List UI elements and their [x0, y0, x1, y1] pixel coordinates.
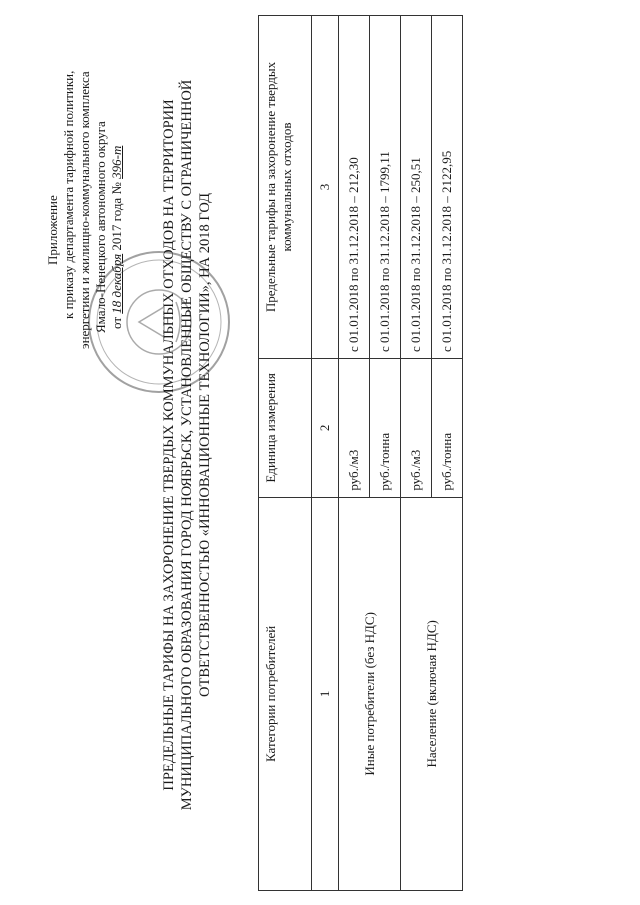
column-number-1: 1 [312, 497, 339, 890]
annex-date-line [109, 45, 125, 385]
annex-line-1: к приказу департамента тарифной политики, [61, 70, 76, 319]
table-row [401, 16, 432, 891]
unit-cell: руб./тонна [370, 359, 401, 498]
header-category: Категории потребителей [259, 497, 312, 890]
unit-cell: руб./м3 [401, 359, 432, 498]
tariff-value-cell: с 01.01.2018 по 31.12.2018 – 250,51 [401, 16, 432, 359]
category-cell: Иные потребители (без НДС) [339, 497, 401, 890]
annex-number-handwritten: 396-т [109, 145, 124, 179]
title-line-2: МУНИЦИПАЛЬНОГО ОБРАЗОВАНИЯ ГОРОД НОЯБРЬСК, УСТАНОВЛЕННЫЕ ОБЩЕСТВУ С ОГРАНИЧЕННОЙ [179, 79, 195, 811]
table-header-row [259, 16, 312, 891]
annex-line-2: энергетики и жилищно-коммунального комплекса [77, 71, 92, 349]
annex-date-prefix: от [109, 316, 124, 329]
annex-date-handwritten: 18 декабря [109, 253, 124, 314]
category-cell: Население (включая НДС) [401, 497, 463, 890]
tariff-value-cell: с 01.01.2018 по 31.12.2018 – 1799,11 [370, 16, 401, 359]
title-line-1: ПРЕДЕЛЬНЫЕ ТАРИФЫ НА ЗАХОРОНЕНИЕ ТВЕРДЫХ КОММУНАЛЬНЫХ ОТХОДОВ НА ТЕРРИТОРИИ [161, 99, 177, 791]
tariff-value-cell: с 01.01.2018 по 31.12.2018 – 212,30 [339, 16, 370, 359]
unit-cell: руб./тонна [432, 359, 463, 498]
header-tariff: Предельные тарифы на захоронение твердых коммунальных отходов [259, 16, 312, 359]
annex-date-suffix: 2017 года № [109, 182, 124, 251]
tariff-value-cell: с 01.01.2018 по 31.12.2018 – 2122,95 [432, 16, 463, 359]
table-row [339, 16, 370, 891]
title-line-3: ОТВЕТСТВЕННОСТЬЮ «ИННОВАЦИОННЫЕ ТЕХНОЛОГИИ», НА 2018 ГОД [197, 193, 213, 697]
header-unit: Единица измерения [259, 359, 312, 498]
column-number-3: 3 [312, 16, 339, 359]
annex-block [45, 45, 125, 385]
unit-cell: руб./м3 [339, 359, 370, 498]
table-number-row [312, 16, 339, 891]
document-title [160, 45, 214, 845]
column-number-2: 2 [312, 359, 339, 498]
annex-title: Приложение [45, 195, 60, 265]
tariff-table [258, 15, 463, 891]
annex-line-3: Ямало-Ненецкого автономного округа [93, 121, 108, 333]
